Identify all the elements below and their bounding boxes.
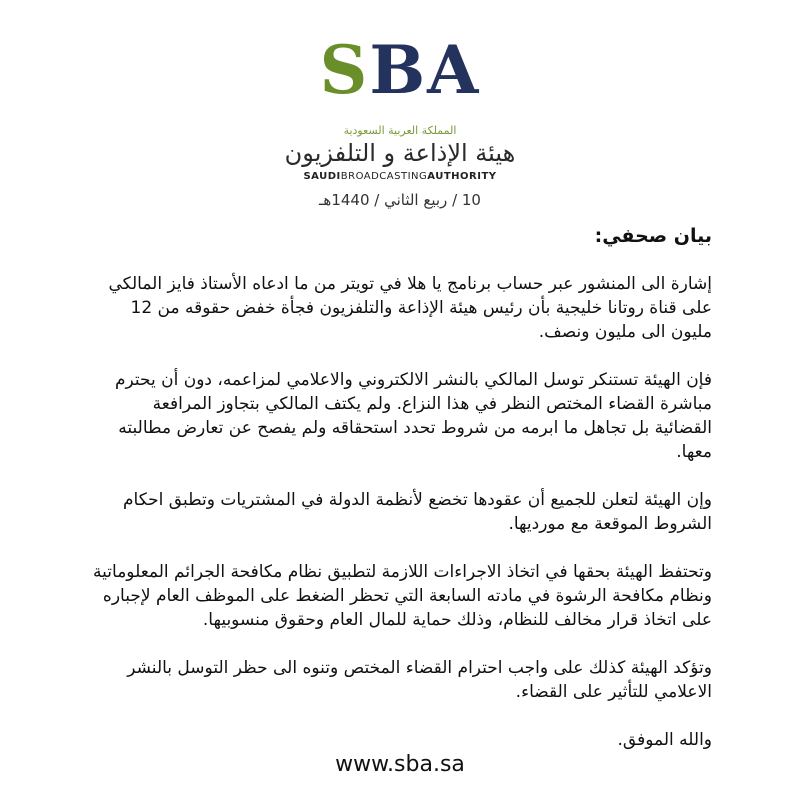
website-link: www.sba.sa bbox=[335, 752, 465, 777]
logo-letter-s: S bbox=[319, 31, 370, 109]
statement-paragraph-5: وتؤكد الهيئة كذلك على واجب احترام القضاء المختص وتنوه الى حظر التوسل بالنشر الاعلامي للتأثير على القضاء. bbox=[127, 658, 712, 702]
statement-paragraph-1: إشارة الى المنشور عبر حساب برنامج يا هلا في تويتر من ما ادعاه الأستاذ فايز المالكي على قناة روتانا خليجية بأن رئيس هيئة الإذاعة والتلفزيون فجأة خفض حقوقه من 12 مليون الى مليون ونصف. bbox=[108, 274, 712, 342]
english-name-saudi: SAUDI bbox=[303, 171, 341, 182]
authority-arabic-name: هيئة الإذاعة و التلفزيون bbox=[284, 139, 516, 167]
document-date: 10 / ربيع الثاني / 1440هـ bbox=[319, 191, 481, 209]
english-name-authority: AUTHORITY bbox=[427, 171, 497, 182]
statement-closing: والله الموفق. bbox=[617, 730, 712, 750]
sba-logo bbox=[0, 30, 800, 110]
country-name: المملكة العربية السعودية bbox=[343, 124, 457, 137]
statement-paragraph-3: وإن الهيئة لتعلن للجميع أن عقودها تخضع لأنظمة الدولة في المشتريات وتطبق احكام الشروط الموقعة مع مورديها. bbox=[123, 490, 712, 534]
english-name-broadcasting: BROADCASTING bbox=[340, 171, 428, 182]
authority-english-name bbox=[0, 171, 800, 182]
statement-title: بيان صحفي: bbox=[594, 225, 712, 247]
statement-paragraph-4: وتحتفظ الهيئة بحقها في اتخاذ الاجراءات اللازمة لتطبيق نظام مكافحة الجرائم المعلوماتية ونظام مكافحة الرشوة في مادته السابعة التي تحظر الضغط على الموظف العام لإجباره على اتخاذ قرار مخالف للنظام، وذلك حماية للمال العام وحقوق منسوبيها. bbox=[93, 562, 712, 630]
logo-letters-ba: BA bbox=[369, 31, 481, 109]
press-statement bbox=[92, 224, 712, 776]
statement-paragraph-2: فإن الهيئة تستنكر توسل المالكي بالنشر الالكتروني والاعلامي لمزاعمه، دون أن يحترم مباشرة القضاء المختص النظر في هذا النزاع. ولم يكتف المالكي بتجاوز المرافعة القضائية بل تجاهل ما ابرمه من شروط تحدد استحقاقه ولم يفصح عن تعارض مطالبته معها. bbox=[114, 370, 712, 462]
